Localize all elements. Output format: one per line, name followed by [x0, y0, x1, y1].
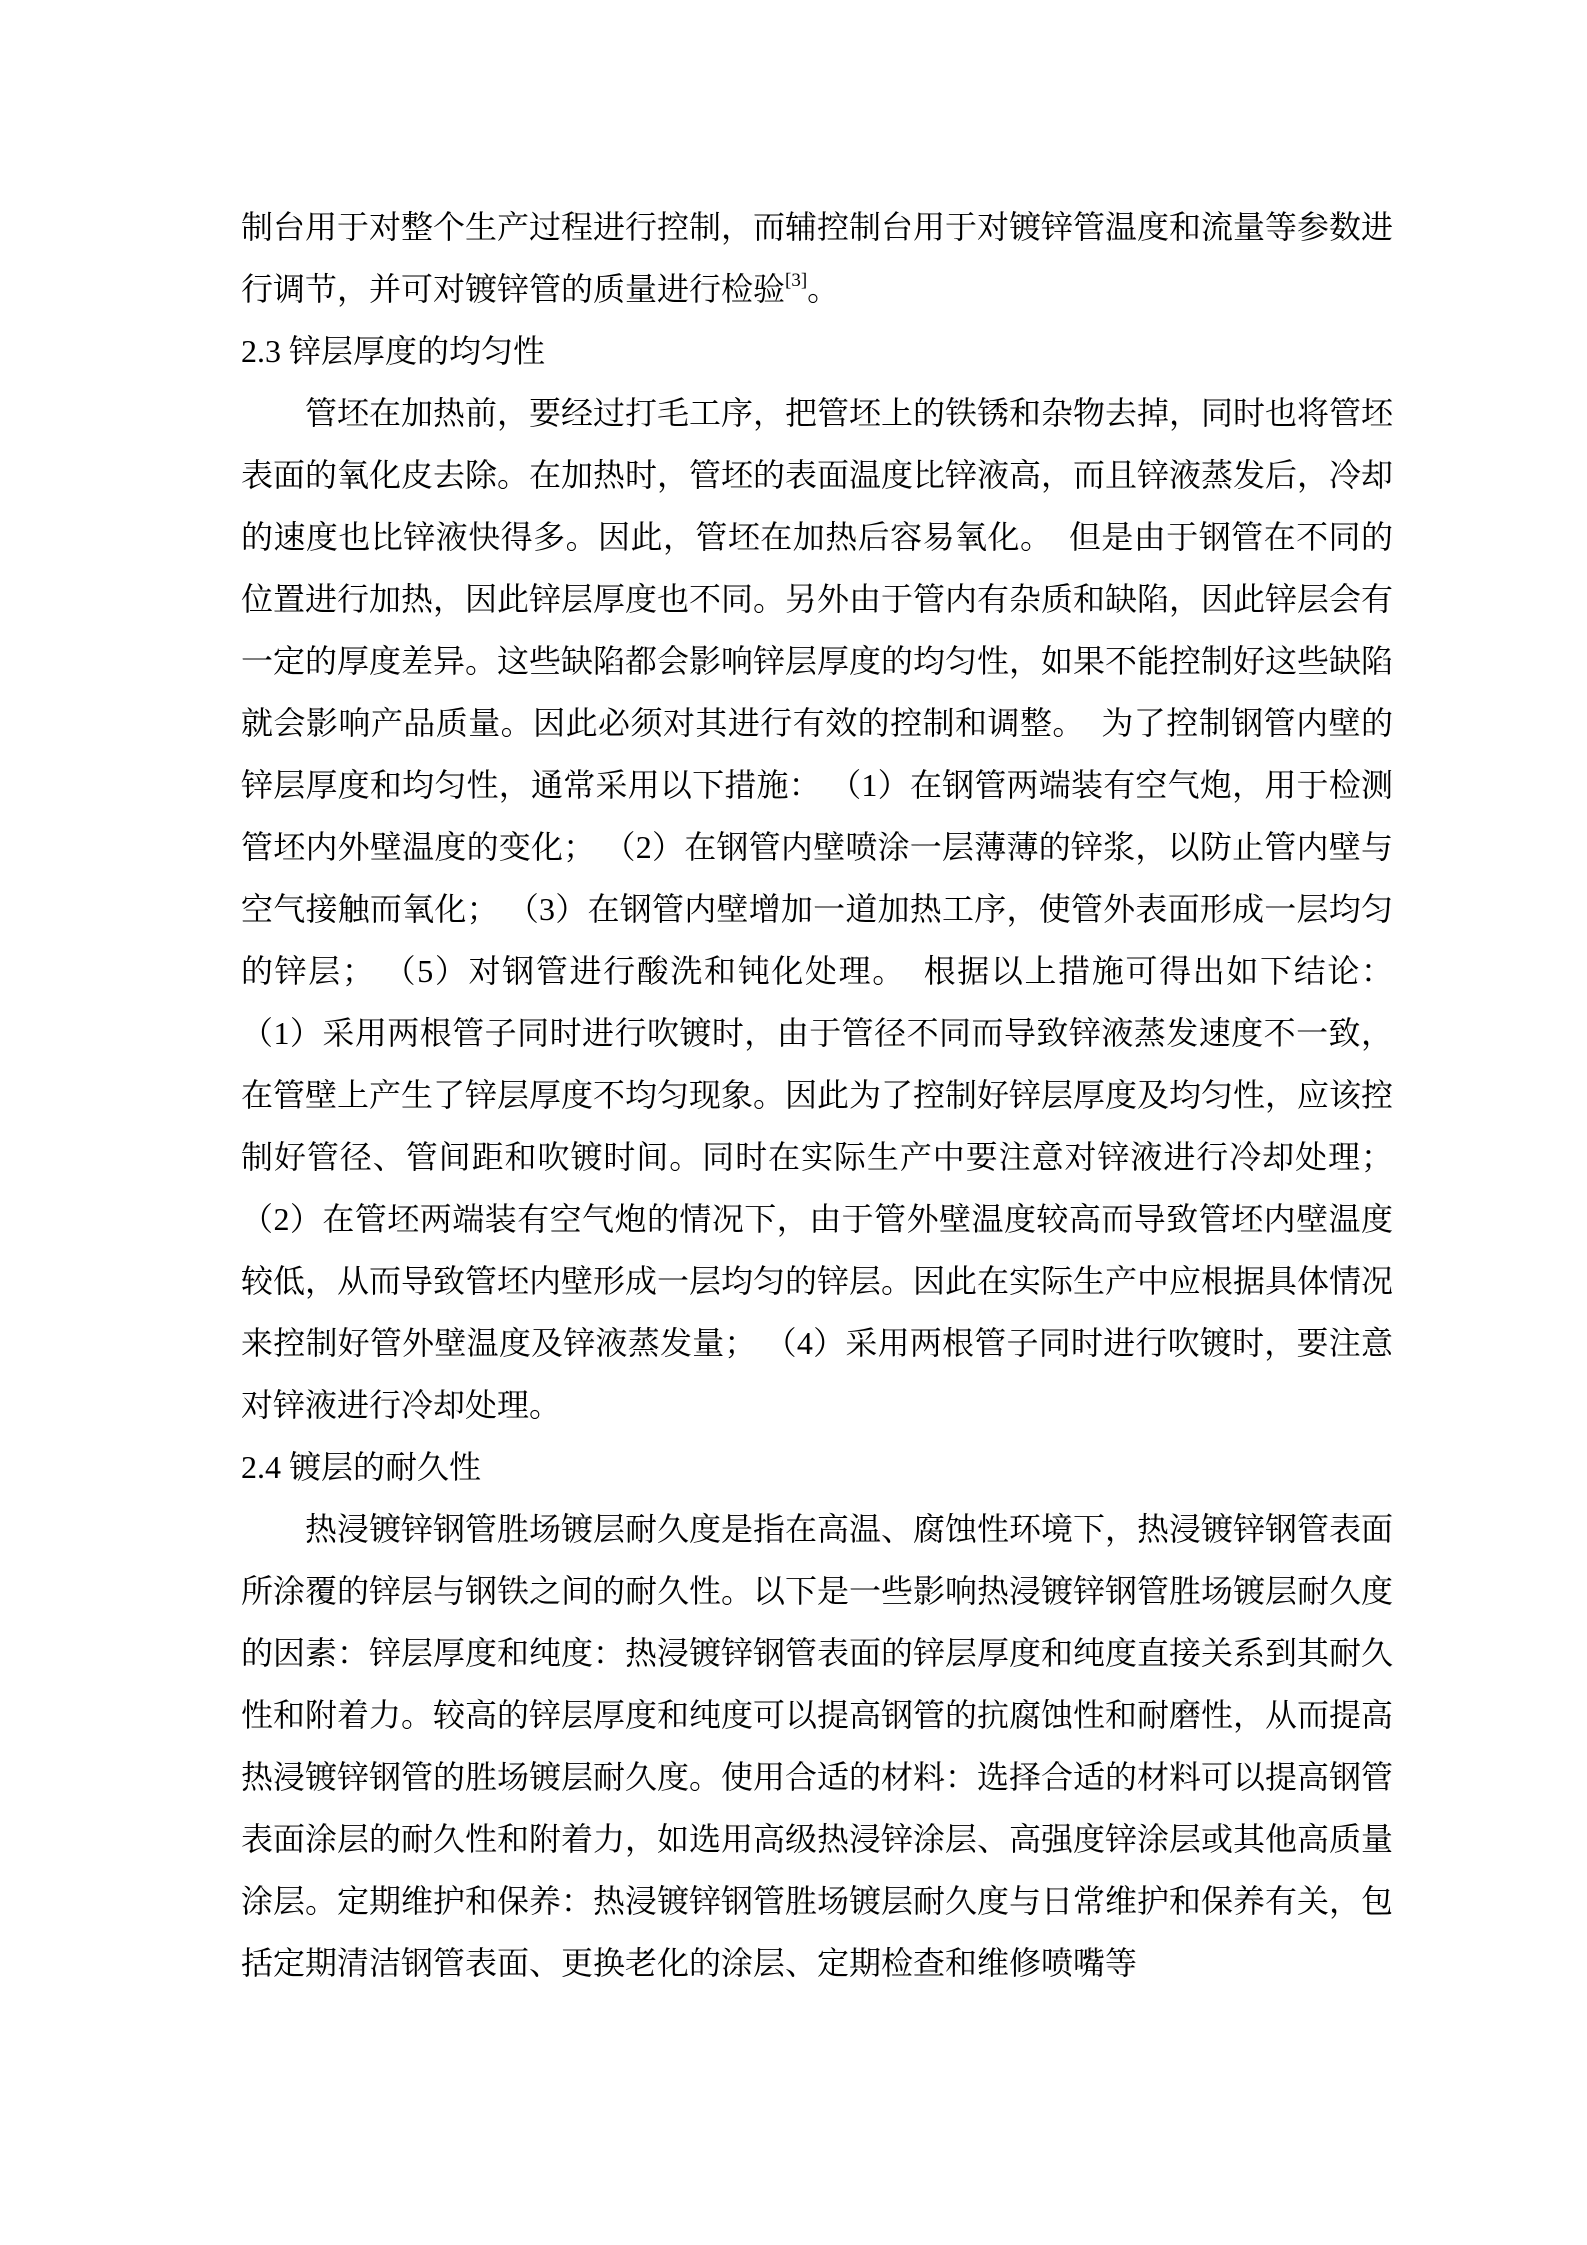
intro-text-after-citation: 。: [807, 271, 840, 307]
paragraph-control-console-continuation: [241, 196, 1393, 320]
paragraph-coating-durability: 热浸镀锌钢管胜场镀层耐久度是指在高温、腐蚀性环境下，热浸镀锌钢管表面所涂覆的锌层与钢铁之间的耐久性。以下是一些影响热浸镀锌钢管胜场镀层耐久度的因素：锌层厚度和纯度：热浸镀锌钢管表面的锌层厚度和纯度直接关系到其耐久性和附着力。较高的锌层厚度和纯度可以提高钢管的抗腐蚀性和耐磨性，从而提高热浸镀锌钢管的胜场镀层耐久度。使用合适的材料：选择合适的材料可以提高钢管表面涂层的耐久性和附着力，如选用高级热浸锌涂层、高强度锌涂层或其他高质量涂层。定期维护和保养：热浸镀锌钢管胜场镀层耐久度与日常维护和保养有关，包括定期清洁钢管表面、更换老化的涂层、定期检查和维修喷嘴等: [241, 1511, 1394, 1981]
heading-section-2-3: 2.3 锌层厚度的均匀性: [241, 333, 546, 369]
paragraph-zinc-layer-uniformity: 管坯在加热前，要经过打毛工序，把管坯上的铁锈和杂物去掉，同时也将管坯表面的氧化皮去除。在加热时，管坯的表面温度比锌液高，而且锌液蒸发后，冷却的速度也比锌液快得多。因此，管坯在加热后容易氧化。 但是由于钢管在不同的位置进行加热，因此锌层厚度也不同。另外由于管内有杂质和缺陷，因此锌层会有一定的厚度差异。这些缺陷都会影响锌层厚度的均匀性，如果不能控制好这些缺陷就会影响产品质量。因此必须对其进行有效的控制和调整。 为了控制钢管内壁的锌层厚度和均匀性，通常采用以下措施： （1）在钢管两端装有空气炮，用于检测管坯内外壁温度的变化； （2）在钢管内壁喷涂一层薄薄的锌浆，以防止管内壁与空气接触而氧化； （3）在钢管内壁增加一道加热工序，使管外表面形成一层均匀的锌层； （5）对钢管进行酸洗和钝化处理。 根据以上措施可得出如下结论： （1）采用两根管子同时进行吹镀时，由于管径不同而导致锌液蒸发速度不一致，在管壁上产生了锌层厚度不均匀现象。因此为了控制好锌层厚度及均匀性，应该控制好管径、管间距和吹镀时间。同时在实际生产中要注意对锌液进行冷却处理； （2）在管坯两端装有空气炮的情况下，由于管外壁温度较高而导致管坯内壁温度较低，从而导致管坯内壁形成一层均匀的锌层。因此在实际生产中应根据具体情况来控制好管外壁温度及锌液蒸发量； （4）采用两根管子同时进行吹镀时，要注意对锌液进行冷却处理。: [241, 395, 1394, 1423]
intro-text-before-citation: 制台用于对整个生产过程进行控制，而辅控制台用于对镀锌管温度和流量等参数进行调节，并可对镀锌管的质量进行检验: [241, 209, 1394, 307]
heading-section-2-4: 2.4 镀层的耐久性: [241, 1449, 482, 1485]
page-text-content: [241, 196, 1393, 1994]
citation-marker-3: [3]: [785, 270, 808, 292]
